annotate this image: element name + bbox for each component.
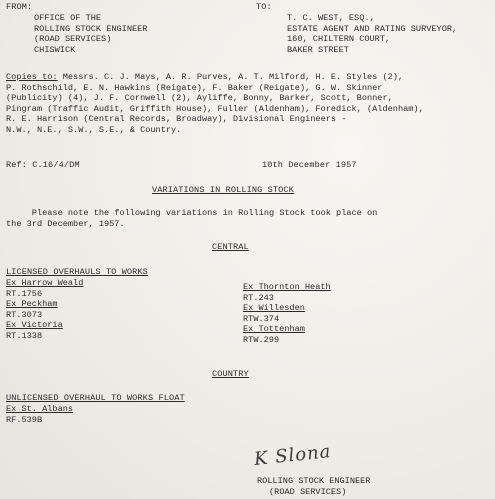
central-right-column: [243, 282, 331, 346]
to-line-1: T. C. WEST, ESQ.,: [287, 13, 375, 23]
signatory-line-2: (ROAD SERVICES): [269, 486, 347, 497]
central-vehicle: RT.243: [243, 292, 274, 303]
country-origin: Ex St. Albans: [6, 404, 74, 414]
country-subheading: UNLICENSED OVERHAUL TO WORKS FLOAT: [6, 393, 185, 403]
section-country-heading: COUNTRY: [212, 369, 249, 379]
signatory-block: [257, 476, 370, 497]
from-line-1: OFFICE OF THE: [34, 13, 102, 23]
from-line-4: CHISWICK: [34, 44, 76, 55]
from-line-3: (ROAD SERVICES): [34, 34, 112, 45]
copies-line-3: (Publicity) (4), J. F. Cornwell (2), Ayliffe, Bonny, Barker, Scott, Bonner,: [6, 93, 393, 104]
central-origin: Ex Tottenham: [243, 324, 305, 335]
central-left-column: [6, 278, 83, 342]
to-line-3: 160, CHILTERN COURT,: [287, 34, 391, 45]
central-vehicle: RTW.299: [243, 334, 280, 345]
central-vehicle: RT.1756: [6, 288, 43, 299]
country-vehicle: RF.539B: [6, 414, 43, 425]
copies-block: [6, 72, 424, 136]
country-column: [6, 404, 73, 425]
central-origin: Ex Harrow Weald: [6, 278, 84, 288]
intro-paragraph: [6, 208, 377, 229]
central-origin: Ex Peckham: [6, 299, 58, 310]
central-vehicle: RTW.374: [243, 313, 280, 324]
to-line-4: BAKER STREET: [287, 44, 349, 55]
intro-line-1: Please note the following variations in Rolling Stock took place on: [6, 208, 378, 218]
central-subheading: LICENSED OVERHAULS TO WORKS: [6, 267, 148, 277]
to-label: TO:: [256, 2, 272, 12]
handwritten-signature: K Slona: [253, 441, 333, 470]
signatory-line-1: ROLLING STOCK ENGINEER: [257, 476, 371, 486]
copies-line-2: P. Rothschild, E. N. Hawkins (Reigate), F. Baker (Reigate), G. W. Skinner: [6, 82, 383, 93]
date: 10th December 1957: [262, 160, 357, 170]
memo-title: VARIATIONS IN ROLLING STOCK: [152, 185, 294, 195]
to-line-2: ESTATE AGENT AND RATING SURVEYOR,: [287, 23, 458, 34]
from-address: [34, 13, 147, 55]
copies-line-1: Copies to: Messrs. C. J. Mays, A. R. Purves, A. T. Milford, H. E. Styles (2),: [6, 72, 404, 82]
from-line-2: ROLLING STOCK ENGINEER: [34, 23, 148, 34]
to-address: [287, 13, 457, 55]
copies-line-4: Pingram (Traffic Audit, Griffith House), Fuller (Aldenham), Foredick, (Aldenham),: [6, 103, 424, 114]
central-origin: Ex Willesden: [243, 303, 305, 314]
central-vehicle: RT.3073: [6, 309, 43, 320]
central-origin: Ex Victoria: [6, 320, 63, 331]
copies-line-5: R. E. Harrison (Central Records, Broadway), Divisional Engineers -: [6, 114, 347, 125]
from-label: FROM:: [6, 2, 33, 12]
reference: Ref: C.16/4/DM: [6, 160, 80, 170]
central-vehicle: RT.1338: [6, 330, 43, 341]
central-origin: Ex Thornton Heath: [243, 282, 331, 292]
copies-line-6: N.W., N.E., S.W., S.E., & Country.: [6, 124, 182, 135]
section-central-heading: CENTRAL: [212, 242, 249, 252]
intro-line-2: the 3rd December, 1957.: [6, 218, 125, 229]
copies-label: Copies to:: [6, 72, 58, 82]
